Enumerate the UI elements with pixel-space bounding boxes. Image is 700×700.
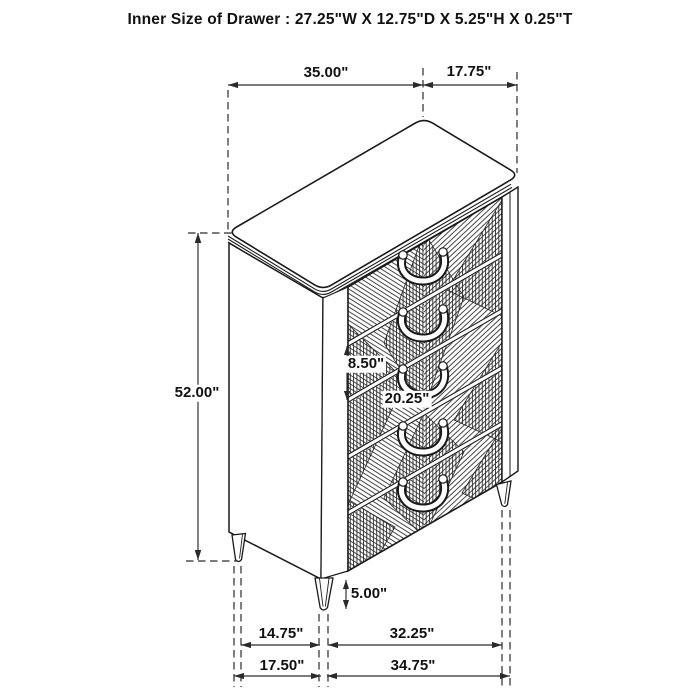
dim-label-base-depth: 14.75" (258, 624, 304, 642)
dim-label-drawer-mid-width: 20.25" (384, 389, 430, 407)
dim-label-floor-width: 34.75" (390, 656, 436, 674)
dim-label-overall-height: 52.00" (174, 383, 220, 401)
front-leg (315, 578, 333, 610)
dresser-side-panel (229, 243, 348, 579)
front-left-stile (321, 287, 348, 579)
dim-label-floor-depth: 17.50" (259, 656, 305, 674)
right-edge-strip (502, 187, 518, 482)
dim-label-top-width: 35.00" (303, 63, 349, 81)
right-leg (497, 481, 512, 507)
left-leg (232, 534, 246, 562)
diagram-title: Inner Size of Drawer : 27.25"W X 12.75"D X 5.25"H X 0.25"T (127, 11, 573, 28)
dim-label-top-depth: 17.75" (446, 62, 492, 80)
dim-label-drawer-front-height: 8.50" (347, 354, 385, 372)
dim-label-leg-height: 5.00" (350, 584, 388, 602)
dim-label-base-width: 32.25" (389, 624, 435, 642)
